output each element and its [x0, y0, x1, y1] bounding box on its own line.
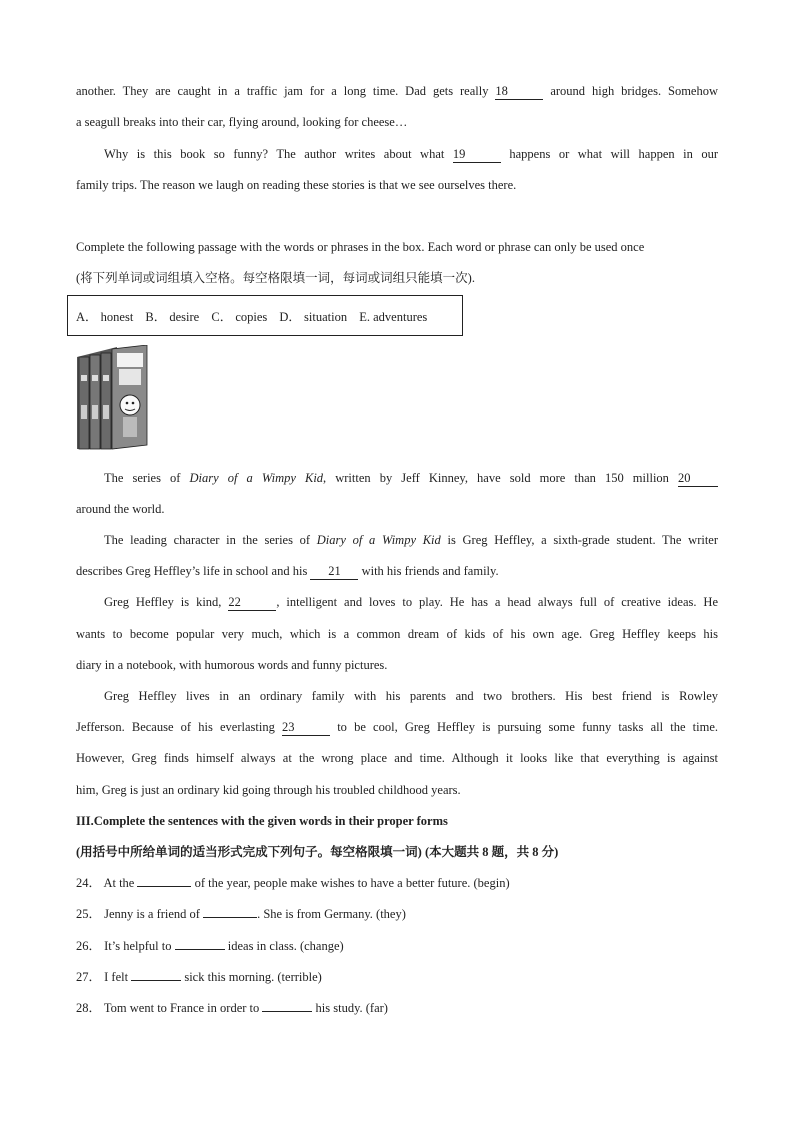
answer-blank-25[interactable] [203, 917, 257, 918]
text-segment: , written by Jeff Kinney, have sold more than 150 million [323, 471, 669, 485]
blank-20: 20 [678, 471, 718, 487]
question-25 [76, 905, 718, 923]
text-segment: At the [103, 876, 135, 890]
text-segment: happens or what will happen in our [509, 147, 719, 161]
text-segment: describes Greg Heffley’s life in school and his [76, 564, 308, 578]
answer-blank-28[interactable] [262, 1011, 312, 1012]
text-segment: Why is this book so funny? The author writes about what [104, 147, 445, 161]
text-segment: is Greg Heffley, a sixth-grade student. The writer [447, 533, 719, 547]
passage1-line1 [76, 82, 718, 100]
blank-19: 19 [453, 147, 501, 163]
section3-subheading: (用括号中所给单词的适当形式完成下列句子。每空格限填一词) (本大题共 8 题，共 8 分) [76, 845, 559, 859]
option-e: E. adventures [359, 310, 428, 324]
option-c: C． copies [211, 310, 268, 324]
question-number: 24． [76, 876, 102, 890]
passage2-p2-line1 [104, 531, 718, 549]
word-box [67, 295, 463, 336]
text-segment: to be cool, Greg Heffley is pursuing some funny tasks all the time. [337, 720, 719, 734]
text-segment: I felt [104, 970, 129, 984]
answer-blank-27[interactable] [131, 980, 181, 981]
question-number: 26． [76, 939, 102, 953]
passage2-p3-line1 [104, 593, 718, 611]
passage2-p1-line2: around the world. [76, 502, 165, 516]
passage2-p4-line3: However, Greg finds himself always at the wrong place and time. Although it looks like that everything is against [76, 751, 718, 765]
passage1-line4: family trips. The reason we laugh on reading these stories is that we see ourselves there. [76, 178, 517, 192]
text-segment: with his friends and family. [361, 564, 499, 578]
option-b: B． desire [145, 310, 200, 324]
text-segment: Tom went to France in order to [103, 1001, 260, 1015]
question-number: 28． [76, 1001, 102, 1015]
passage2-p1-line1 [104, 469, 718, 487]
question-24 [76, 874, 718, 892]
text-segment: around high bridges. Somehow [550, 84, 719, 98]
text-segment: It’s helpful to [104, 939, 172, 953]
question-number: 25． [76, 907, 102, 921]
answer-blank-24[interactable] [137, 886, 191, 887]
passage1-line3 [104, 145, 718, 163]
book-title: Diary of a Wimpy Kid [189, 471, 324, 485]
passage2-p4-line4: him, Greg is just an ordinary kid going through his troubled childhood years. [76, 783, 461, 797]
word-options [76, 308, 436, 326]
section2-instruction-en: Complete the following passage with the words or phrases in the box. Each word or phrase can only be used once [76, 240, 645, 254]
text-segment: ideas in class. (change) [227, 939, 344, 953]
book-title: Diary of a Wimpy Kid [316, 533, 441, 547]
passage2-p3-line3: diary in a notebook, with humorous words and funny pictures. [76, 658, 388, 672]
text-segment: sick this morning. (terrible) [184, 970, 322, 984]
passage1-line2: a seagull breaks into their car, flying around, looking for cheese… [76, 115, 408, 129]
question-27 [76, 968, 718, 986]
text-segment: of the year, people make wishes to have a better future. (begin) [194, 876, 510, 890]
blank-23: 23 [282, 720, 330, 736]
text-segment: The leading character in the series of [104, 533, 311, 547]
passage2-p4-line1: Greg Heffley lives in an ordinary family with his parents and two brothers. His best friend is Rowley [104, 689, 718, 703]
book-set-icon [77, 345, 149, 451]
text-segment: Jefferson. Because of his everlasting [76, 720, 275, 734]
option-d: D． situation [279, 310, 348, 324]
section2-instruction-cn: (将下列单词或词组填入空格。每空格限填一词，每词或词组只能填一次). [76, 271, 475, 285]
blank-18: 18 [495, 84, 543, 100]
question-26 [76, 937, 718, 955]
text-segment: The series of [104, 471, 181, 485]
passage2-p3-line2: wants to become popular very much, which is a common dream of kids of his own age. Greg Heffley keeps his [76, 627, 718, 641]
text-segment: , intelligent and loves to play. He has a head always full of creative ideas. He [276, 595, 718, 609]
passage2-p2-line2 [76, 562, 718, 580]
text-segment: another. They are caught in a traffic jam for a long time. Dad gets really [76, 84, 489, 98]
question-28 [76, 999, 718, 1017]
section3-heading: III.Complete the sentences with the given words in their proper forms [76, 814, 448, 828]
text-segment: . She is from Germany. (they) [257, 907, 406, 921]
question-number: 27． [76, 970, 102, 984]
text-segment: Greg Heffley is kind, [104, 595, 222, 609]
blank-22: 22 [228, 595, 276, 611]
passage2-p4-line2 [76, 718, 718, 736]
text-segment: Jenny is a friend of [104, 907, 200, 921]
blank-21: 21 [310, 564, 358, 580]
answer-blank-26[interactable] [175, 949, 225, 950]
text-segment: his study. (far) [315, 1001, 388, 1015]
option-a: A． honest [76, 310, 134, 324]
